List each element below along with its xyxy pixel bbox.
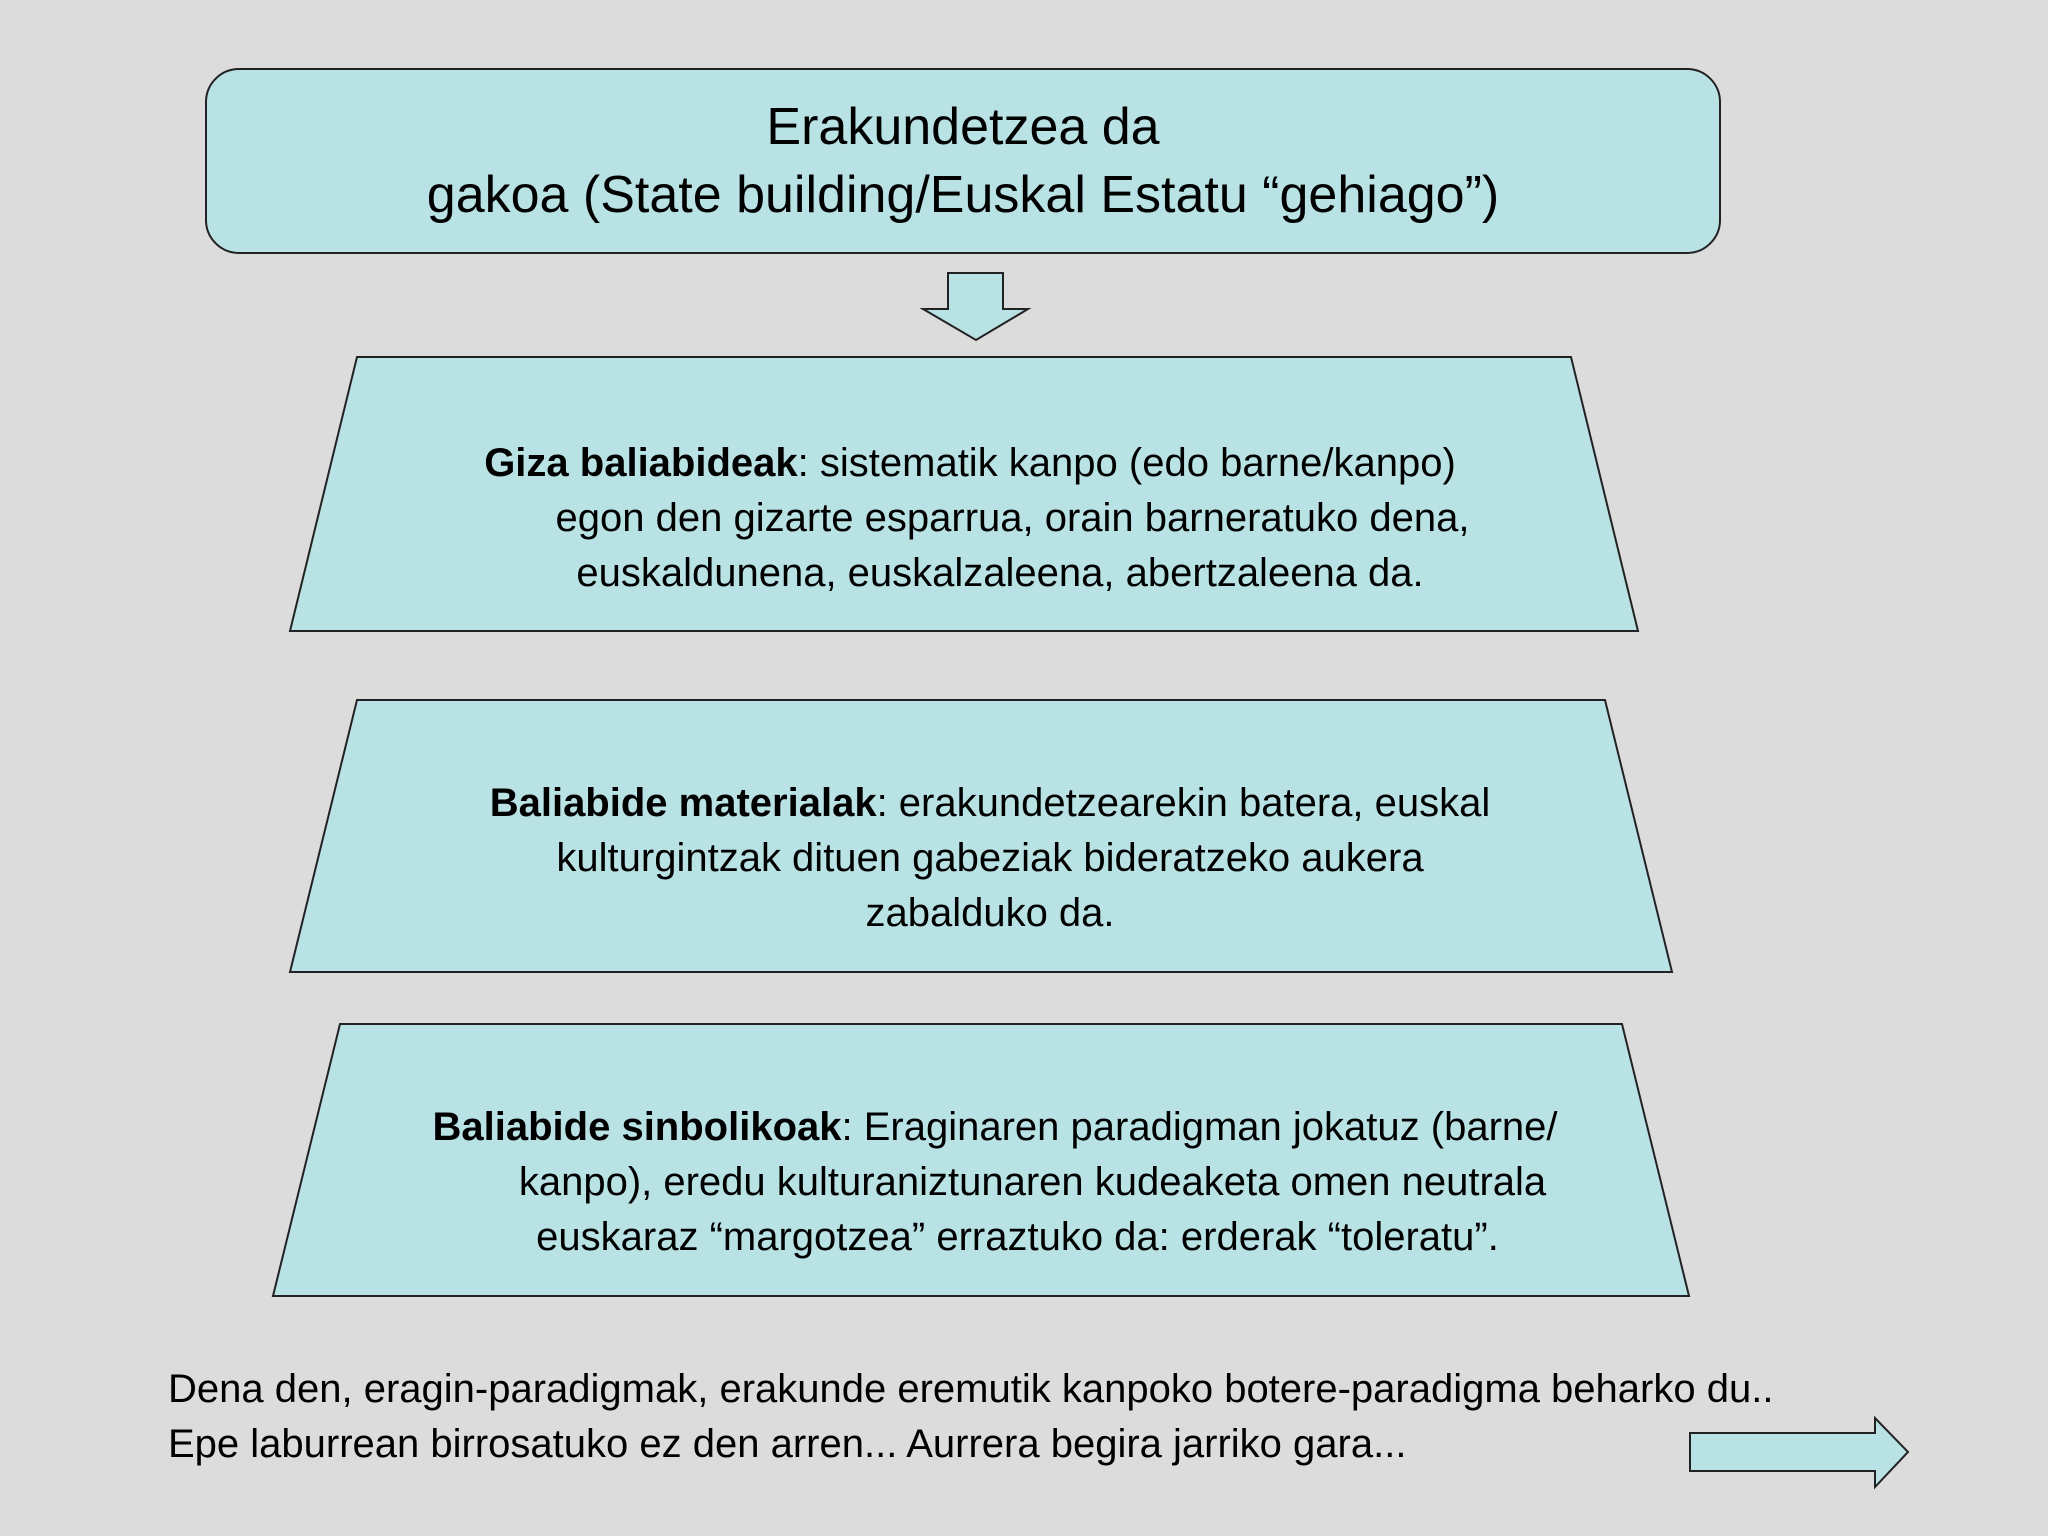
title-line-1: Erakundetzea da — [766, 98, 1160, 156]
footer-line-2: Epe laburrean birrosatuko ez den arren... Aurrera begira jarriko gara... — [168, 1422, 1407, 1466]
box-2-line-2: kulturgintzak dituen gabeziak bideratzeko aukera — [556, 836, 1424, 880]
box-2-line-1 — [400, 776, 1580, 831]
box-1-line-1 — [380, 436, 1560, 491]
title-line-2: gakoa (State building/Euskal Estatu “gehiago”) — [426, 166, 1500, 224]
box-2-line-3: zabalduko da. — [865, 891, 1115, 935]
footer-text — [168, 1362, 1773, 1472]
box-baliabide-materialak-text — [400, 776, 1580, 941]
box-baliabide-sinbolikoak-text — [330, 1100, 1660, 1265]
box-3-line-2: kanpo), eredu kulturaniztunaren kudeaketa omen neutrala — [518, 1160, 1547, 1204]
footer-line-1: Dena den, eragin-paradigmak, erakunde eremutik kanpoko botere-paradigma beharko du.. — [168, 1367, 1774, 1411]
box-1-line-3: euskaldunena, euskalzaleena, abertzaleena da. — [576, 551, 1424, 595]
box-2-line-1-rest: : erakundetzearekin batera, euskal — [876, 781, 1491, 825]
box-3-line-3: euskaraz “margotzea” erraztuko da: erderak “toleratu”. — [536, 1215, 1499, 1259]
down-arrow-icon — [923, 273, 1028, 340]
box-3-heading: Baliabide sinbolikoak — [432, 1105, 842, 1149]
box-1-line-2: egon den gizarte esparrua, orain barneratuko dena, — [555, 496, 1470, 540]
title-box — [205, 68, 1721, 254]
box-giza-baliabideak-text — [380, 436, 1560, 601]
box-1-heading: Giza baliabideak — [484, 441, 798, 485]
box-3-line-1-rest: : Eraginaren paradigman jokatuz (barne/ — [841, 1105, 1558, 1149]
box-2-heading: Baliabide materialak — [489, 781, 877, 825]
box-3-line-1 — [330, 1100, 1660, 1155]
box-1-line-1-rest: : sistematik kanpo (edo barne/kanpo) — [797, 441, 1456, 485]
